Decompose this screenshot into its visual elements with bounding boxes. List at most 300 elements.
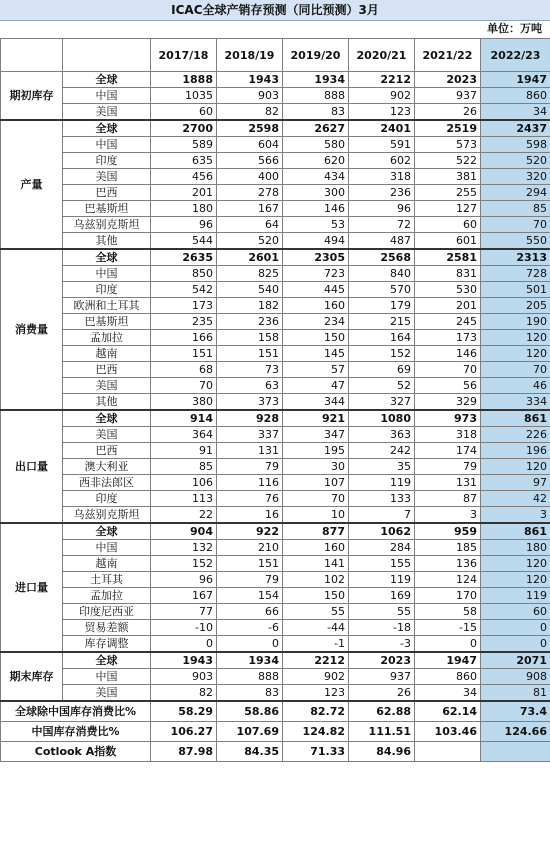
row-label: 美国 (63, 104, 151, 121)
value-cell: 2023 (415, 72, 481, 88)
summary-row (1, 701, 550, 722)
value-cell: 400 (217, 169, 283, 185)
table-row (1, 362, 550, 378)
value-cell: 434 (283, 169, 349, 185)
value-cell: 334 (481, 394, 550, 411)
row-label: 美国 (63, 427, 151, 443)
column-header-forecast: 2022/23 (481, 39, 550, 72)
value-cell: 580 (283, 137, 349, 153)
value-cell: 107 (283, 475, 349, 491)
value-cell: 79 (415, 459, 481, 475)
value-cell: 113 (151, 491, 217, 507)
value-cell: 82 (151, 685, 217, 702)
value-cell: 487 (349, 233, 415, 250)
value-cell: 79 (217, 459, 283, 475)
table-row (1, 475, 550, 491)
value-cell: 173 (415, 330, 481, 346)
value-cell: 902 (283, 669, 349, 685)
value-cell: 573 (415, 137, 481, 153)
value-cell: 318 (349, 169, 415, 185)
value-cell: 170 (415, 588, 481, 604)
row-label: 印度 (63, 153, 151, 169)
value-cell: 10 (283, 507, 349, 524)
value-cell: 81 (481, 685, 550, 702)
value-cell: 329 (415, 394, 481, 411)
value-cell: 210 (217, 540, 283, 556)
summary-value: 124.82 (283, 722, 349, 742)
value-cell: 530 (415, 282, 481, 298)
value-cell: 602 (349, 153, 415, 169)
value-cell: 16 (217, 507, 283, 524)
value-cell: 42 (481, 491, 550, 507)
value-cell: 131 (415, 475, 481, 491)
value-cell: 825 (217, 266, 283, 282)
value-cell: 26 (349, 685, 415, 702)
value-cell: 728 (481, 266, 550, 282)
row-label: 贸易差额 (63, 620, 151, 636)
table-row (1, 169, 550, 185)
value-cell: 79 (217, 572, 283, 588)
value-cell: 2212 (349, 72, 415, 88)
row-label: 全球 (63, 120, 151, 137)
value-cell: 278 (217, 185, 283, 201)
value-cell: 70 (151, 378, 217, 394)
row-label: 中国 (63, 137, 151, 153)
summary-value: 124.66 (481, 722, 550, 742)
value-cell: 146 (283, 201, 349, 217)
value-cell: 2437 (481, 120, 550, 137)
value-cell: 160 (283, 298, 349, 314)
value-cell: 861 (481, 410, 550, 427)
corner-cell (63, 39, 151, 72)
header-row (1, 39, 550, 72)
value-cell: 234 (283, 314, 349, 330)
value-cell: 70 (283, 491, 349, 507)
table-row (1, 620, 550, 636)
value-cell: 0 (151, 636, 217, 653)
table-row (1, 201, 550, 217)
value-cell: 196 (481, 443, 550, 459)
value-cell: 380 (151, 394, 217, 411)
value-cell: 598 (481, 137, 550, 153)
summary-value: 103.46 (415, 722, 481, 742)
unit-label: 单位：万吨 (487, 22, 542, 35)
value-cell: 2635 (151, 249, 217, 266)
value-cell: 70 (415, 362, 481, 378)
value-cell: 544 (151, 233, 217, 250)
table-row (1, 427, 550, 443)
value-cell: 922 (217, 523, 283, 540)
value-cell: 151 (217, 346, 283, 362)
table-row (1, 346, 550, 362)
value-cell: 26 (415, 104, 481, 121)
value-cell: 445 (283, 282, 349, 298)
value-cell: 0 (481, 636, 550, 653)
table-row (1, 137, 550, 153)
value-cell: 133 (349, 491, 415, 507)
value-cell: 57 (283, 362, 349, 378)
value-cell: 52 (349, 378, 415, 394)
value-cell: 182 (217, 298, 283, 314)
table-row (1, 233, 550, 250)
value-cell: 151 (217, 556, 283, 572)
group-label: 进口量 (1, 523, 63, 652)
value-cell: 127 (415, 201, 481, 217)
value-cell: 190 (481, 314, 550, 330)
value-cell: 96 (349, 201, 415, 217)
value-cell: 141 (283, 556, 349, 572)
row-label: 库存调整 (63, 636, 151, 653)
value-cell: 255 (415, 185, 481, 201)
value-cell: 68 (151, 362, 217, 378)
value-cell: 69 (349, 362, 415, 378)
value-cell: 347 (283, 427, 349, 443)
value-cell: 151 (151, 346, 217, 362)
value-cell: 522 (415, 153, 481, 169)
summary-value: 107.69 (217, 722, 283, 742)
value-cell: 937 (415, 88, 481, 104)
value-cell: -18 (349, 620, 415, 636)
value-cell: 180 (481, 540, 550, 556)
value-cell: 2313 (481, 249, 550, 266)
value-cell: 373 (217, 394, 283, 411)
value-cell: -44 (283, 620, 349, 636)
table-row (1, 298, 550, 314)
value-cell: 167 (151, 588, 217, 604)
summary-row (1, 722, 550, 742)
value-cell: 327 (349, 394, 415, 411)
value-cell: 96 (151, 572, 217, 588)
table-row (1, 652, 550, 669)
value-cell: 34 (481, 104, 550, 121)
summary-value: 82.72 (283, 701, 349, 722)
supply-demand-table (0, 38, 550, 762)
table-row (1, 120, 550, 137)
value-cell: 921 (283, 410, 349, 427)
table-row (1, 88, 550, 104)
value-cell: 235 (151, 314, 217, 330)
value-cell: 87 (415, 491, 481, 507)
value-cell: 381 (415, 169, 481, 185)
value-cell: 1934 (217, 652, 283, 669)
row-label: 巴西 (63, 443, 151, 459)
table-row (1, 378, 550, 394)
summary-value: 84.35 (217, 742, 283, 762)
group-label: 期初库存 (1, 72, 63, 121)
row-label: 印度尼西亚 (63, 604, 151, 620)
value-cell: 337 (217, 427, 283, 443)
table-row (1, 556, 550, 572)
column-header: 2017/18 (151, 39, 217, 72)
column-header: 2021/22 (415, 39, 481, 72)
summary-value: 62.88 (349, 701, 415, 722)
table-row (1, 266, 550, 282)
value-cell: 908 (481, 669, 550, 685)
table-row (1, 394, 550, 411)
value-cell: 166 (151, 330, 217, 346)
table-row (1, 588, 550, 604)
value-cell: 902 (349, 88, 415, 104)
value-cell: 294 (481, 185, 550, 201)
value-cell: 83 (283, 104, 349, 121)
summary-value: 87.98 (151, 742, 217, 762)
row-label: 越南 (63, 556, 151, 572)
value-cell: 201 (415, 298, 481, 314)
value-cell: 860 (481, 88, 550, 104)
value-cell: 1947 (481, 72, 550, 88)
value-cell: 245 (415, 314, 481, 330)
value-cell: 904 (151, 523, 217, 540)
value-cell: 35 (349, 459, 415, 475)
value-cell: 589 (151, 137, 217, 153)
table-row (1, 282, 550, 298)
value-cell: 0 (217, 636, 283, 653)
value-cell: 1062 (349, 523, 415, 540)
value-cell: 180 (151, 201, 217, 217)
row-label: 全球 (63, 72, 151, 88)
group-label: 期末库存 (1, 652, 63, 701)
value-cell: 1035 (151, 88, 217, 104)
value-cell: 2627 (283, 120, 349, 137)
row-label: 美国 (63, 378, 151, 394)
row-label: 美国 (63, 685, 151, 702)
value-cell: 0 (415, 636, 481, 653)
row-label: 孟加拉 (63, 588, 151, 604)
summary-label: 全球除中国库存消费比% (1, 701, 151, 722)
value-cell: 300 (283, 185, 349, 201)
value-cell: 58 (415, 604, 481, 620)
column-header: 2018/19 (217, 39, 283, 72)
value-cell: 2071 (481, 652, 550, 669)
value-cell: 2023 (349, 652, 415, 669)
value-cell: 120 (481, 346, 550, 362)
value-cell: 570 (349, 282, 415, 298)
value-cell: 2601 (217, 249, 283, 266)
row-label: 越南 (63, 346, 151, 362)
table-row (1, 443, 550, 459)
value-cell: 903 (217, 88, 283, 104)
value-cell: 152 (349, 346, 415, 362)
row-label: 西非法郎区 (63, 475, 151, 491)
value-cell: 201 (151, 185, 217, 201)
value-cell: 77 (151, 604, 217, 620)
value-cell: 124 (415, 572, 481, 588)
value-cell: 840 (349, 266, 415, 282)
value-cell: 937 (349, 669, 415, 685)
value-cell: 70 (481, 217, 550, 233)
row-label: 其他 (63, 394, 151, 411)
value-cell: 91 (151, 443, 217, 459)
table-title: ICAC全球产销存预测（同比预测）3月 (0, 0, 550, 21)
value-cell: 70 (481, 362, 550, 378)
value-cell: 861 (481, 523, 550, 540)
row-label: 印度 (63, 282, 151, 298)
summary-value: 71.33 (283, 742, 349, 762)
value-cell: 456 (151, 169, 217, 185)
table-row (1, 217, 550, 233)
value-cell: -15 (415, 620, 481, 636)
value-cell: 2598 (217, 120, 283, 137)
value-cell: 120 (481, 572, 550, 588)
table-row (1, 685, 550, 702)
value-cell: 601 (415, 233, 481, 250)
summary-label: Cotlook A指数 (1, 742, 151, 762)
value-cell: 550 (481, 233, 550, 250)
row-label: 中国 (63, 540, 151, 556)
value-cell: 123 (349, 104, 415, 121)
value-cell: 2700 (151, 120, 217, 137)
corner-cell (1, 39, 63, 72)
value-cell: 167 (217, 201, 283, 217)
value-cell: 888 (217, 669, 283, 685)
value-cell: 60 (415, 217, 481, 233)
value-cell: 53 (283, 217, 349, 233)
table-row (1, 491, 550, 507)
value-cell: 174 (415, 443, 481, 459)
value-cell: 723 (283, 266, 349, 282)
summary-value: 73.4 (481, 701, 550, 722)
value-cell: 236 (217, 314, 283, 330)
value-cell: 131 (217, 443, 283, 459)
value-cell: 56 (415, 378, 481, 394)
value-cell: 888 (283, 88, 349, 104)
value-cell: 215 (349, 314, 415, 330)
row-label: 美国 (63, 169, 151, 185)
value-cell: 2581 (415, 249, 481, 266)
value-cell: 1080 (349, 410, 415, 427)
row-label: 中国 (63, 669, 151, 685)
value-cell: 46 (481, 378, 550, 394)
value-cell: 30 (283, 459, 349, 475)
value-cell: 145 (283, 346, 349, 362)
value-cell: 132 (151, 540, 217, 556)
value-cell: 540 (217, 282, 283, 298)
row-label: 全球 (63, 523, 151, 540)
value-cell: 123 (283, 685, 349, 702)
value-cell: 501 (481, 282, 550, 298)
summary-value: 84.96 (349, 742, 415, 762)
value-cell: 2305 (283, 249, 349, 266)
table-row (1, 330, 550, 346)
value-cell: -10 (151, 620, 217, 636)
value-cell: 119 (481, 588, 550, 604)
value-cell: -3 (349, 636, 415, 653)
value-cell: 85 (481, 201, 550, 217)
group-label: 产量 (1, 120, 63, 249)
value-cell: 102 (283, 572, 349, 588)
value-cell: 3 (481, 507, 550, 524)
summary-value (415, 742, 481, 762)
group-label: 出口量 (1, 410, 63, 523)
value-cell: 85 (151, 459, 217, 475)
value-cell: 73 (217, 362, 283, 378)
value-cell: 164 (349, 330, 415, 346)
value-cell: 831 (415, 266, 481, 282)
value-cell: 205 (481, 298, 550, 314)
value-cell: 179 (349, 298, 415, 314)
value-cell: 520 (481, 153, 550, 169)
table-row (1, 72, 550, 88)
value-cell: 542 (151, 282, 217, 298)
value-cell: 150 (283, 588, 349, 604)
value-cell: 185 (415, 540, 481, 556)
row-label: 孟加拉 (63, 330, 151, 346)
row-label: 澳大利亚 (63, 459, 151, 475)
value-cell: 22 (151, 507, 217, 524)
value-cell: 1943 (151, 652, 217, 669)
value-cell: 55 (349, 604, 415, 620)
table-row (1, 636, 550, 653)
row-label: 巴基斯坦 (63, 314, 151, 330)
row-label: 中国 (63, 266, 151, 282)
row-label: 巴西 (63, 362, 151, 378)
summary-row (1, 742, 550, 762)
value-cell: 284 (349, 540, 415, 556)
value-cell: 64 (217, 217, 283, 233)
value-cell: 928 (217, 410, 283, 427)
row-label: 乌兹别克斯坦 (63, 507, 151, 524)
value-cell: -1 (283, 636, 349, 653)
value-cell: 7 (349, 507, 415, 524)
row-label: 土耳其 (63, 572, 151, 588)
value-cell: 169 (349, 588, 415, 604)
summary-value: 58.86 (217, 701, 283, 722)
value-cell: 120 (481, 556, 550, 572)
value-cell: 66 (217, 604, 283, 620)
table-body (1, 72, 550, 762)
value-cell: 76 (217, 491, 283, 507)
row-label: 印度 (63, 491, 151, 507)
value-cell: 1943 (217, 72, 283, 88)
value-cell: 47 (283, 378, 349, 394)
value-cell: 60 (481, 604, 550, 620)
table-row (1, 459, 550, 475)
value-cell: 116 (217, 475, 283, 491)
table-row (1, 572, 550, 588)
value-cell: 877 (283, 523, 349, 540)
value-cell: 2568 (349, 249, 415, 266)
value-cell: 2212 (283, 652, 349, 669)
group-label: 消费量 (1, 249, 63, 410)
value-cell: 973 (415, 410, 481, 427)
summary-value (481, 742, 550, 762)
value-cell: 860 (415, 669, 481, 685)
table-row (1, 669, 550, 685)
value-cell: 903 (151, 669, 217, 685)
value-cell: 106 (151, 475, 217, 491)
summary-value: 62.14 (415, 701, 481, 722)
value-cell: 320 (481, 169, 550, 185)
value-cell: 136 (415, 556, 481, 572)
table-row (1, 314, 550, 330)
row-label: 巴基斯坦 (63, 201, 151, 217)
value-cell: 242 (349, 443, 415, 459)
table-row (1, 104, 550, 121)
row-label: 巴西 (63, 185, 151, 201)
value-cell: 226 (481, 427, 550, 443)
value-cell: 2519 (415, 120, 481, 137)
row-label: 乌兹别克斯坦 (63, 217, 151, 233)
row-label: 全球 (63, 410, 151, 427)
column-header: 2019/20 (283, 39, 349, 72)
row-label: 其他 (63, 233, 151, 250)
row-label: 欧洲和土耳其 (63, 298, 151, 314)
value-cell: 344 (283, 394, 349, 411)
value-cell: 318 (415, 427, 481, 443)
value-cell: 363 (349, 427, 415, 443)
row-label: 全球 (63, 249, 151, 266)
value-cell: 604 (217, 137, 283, 153)
